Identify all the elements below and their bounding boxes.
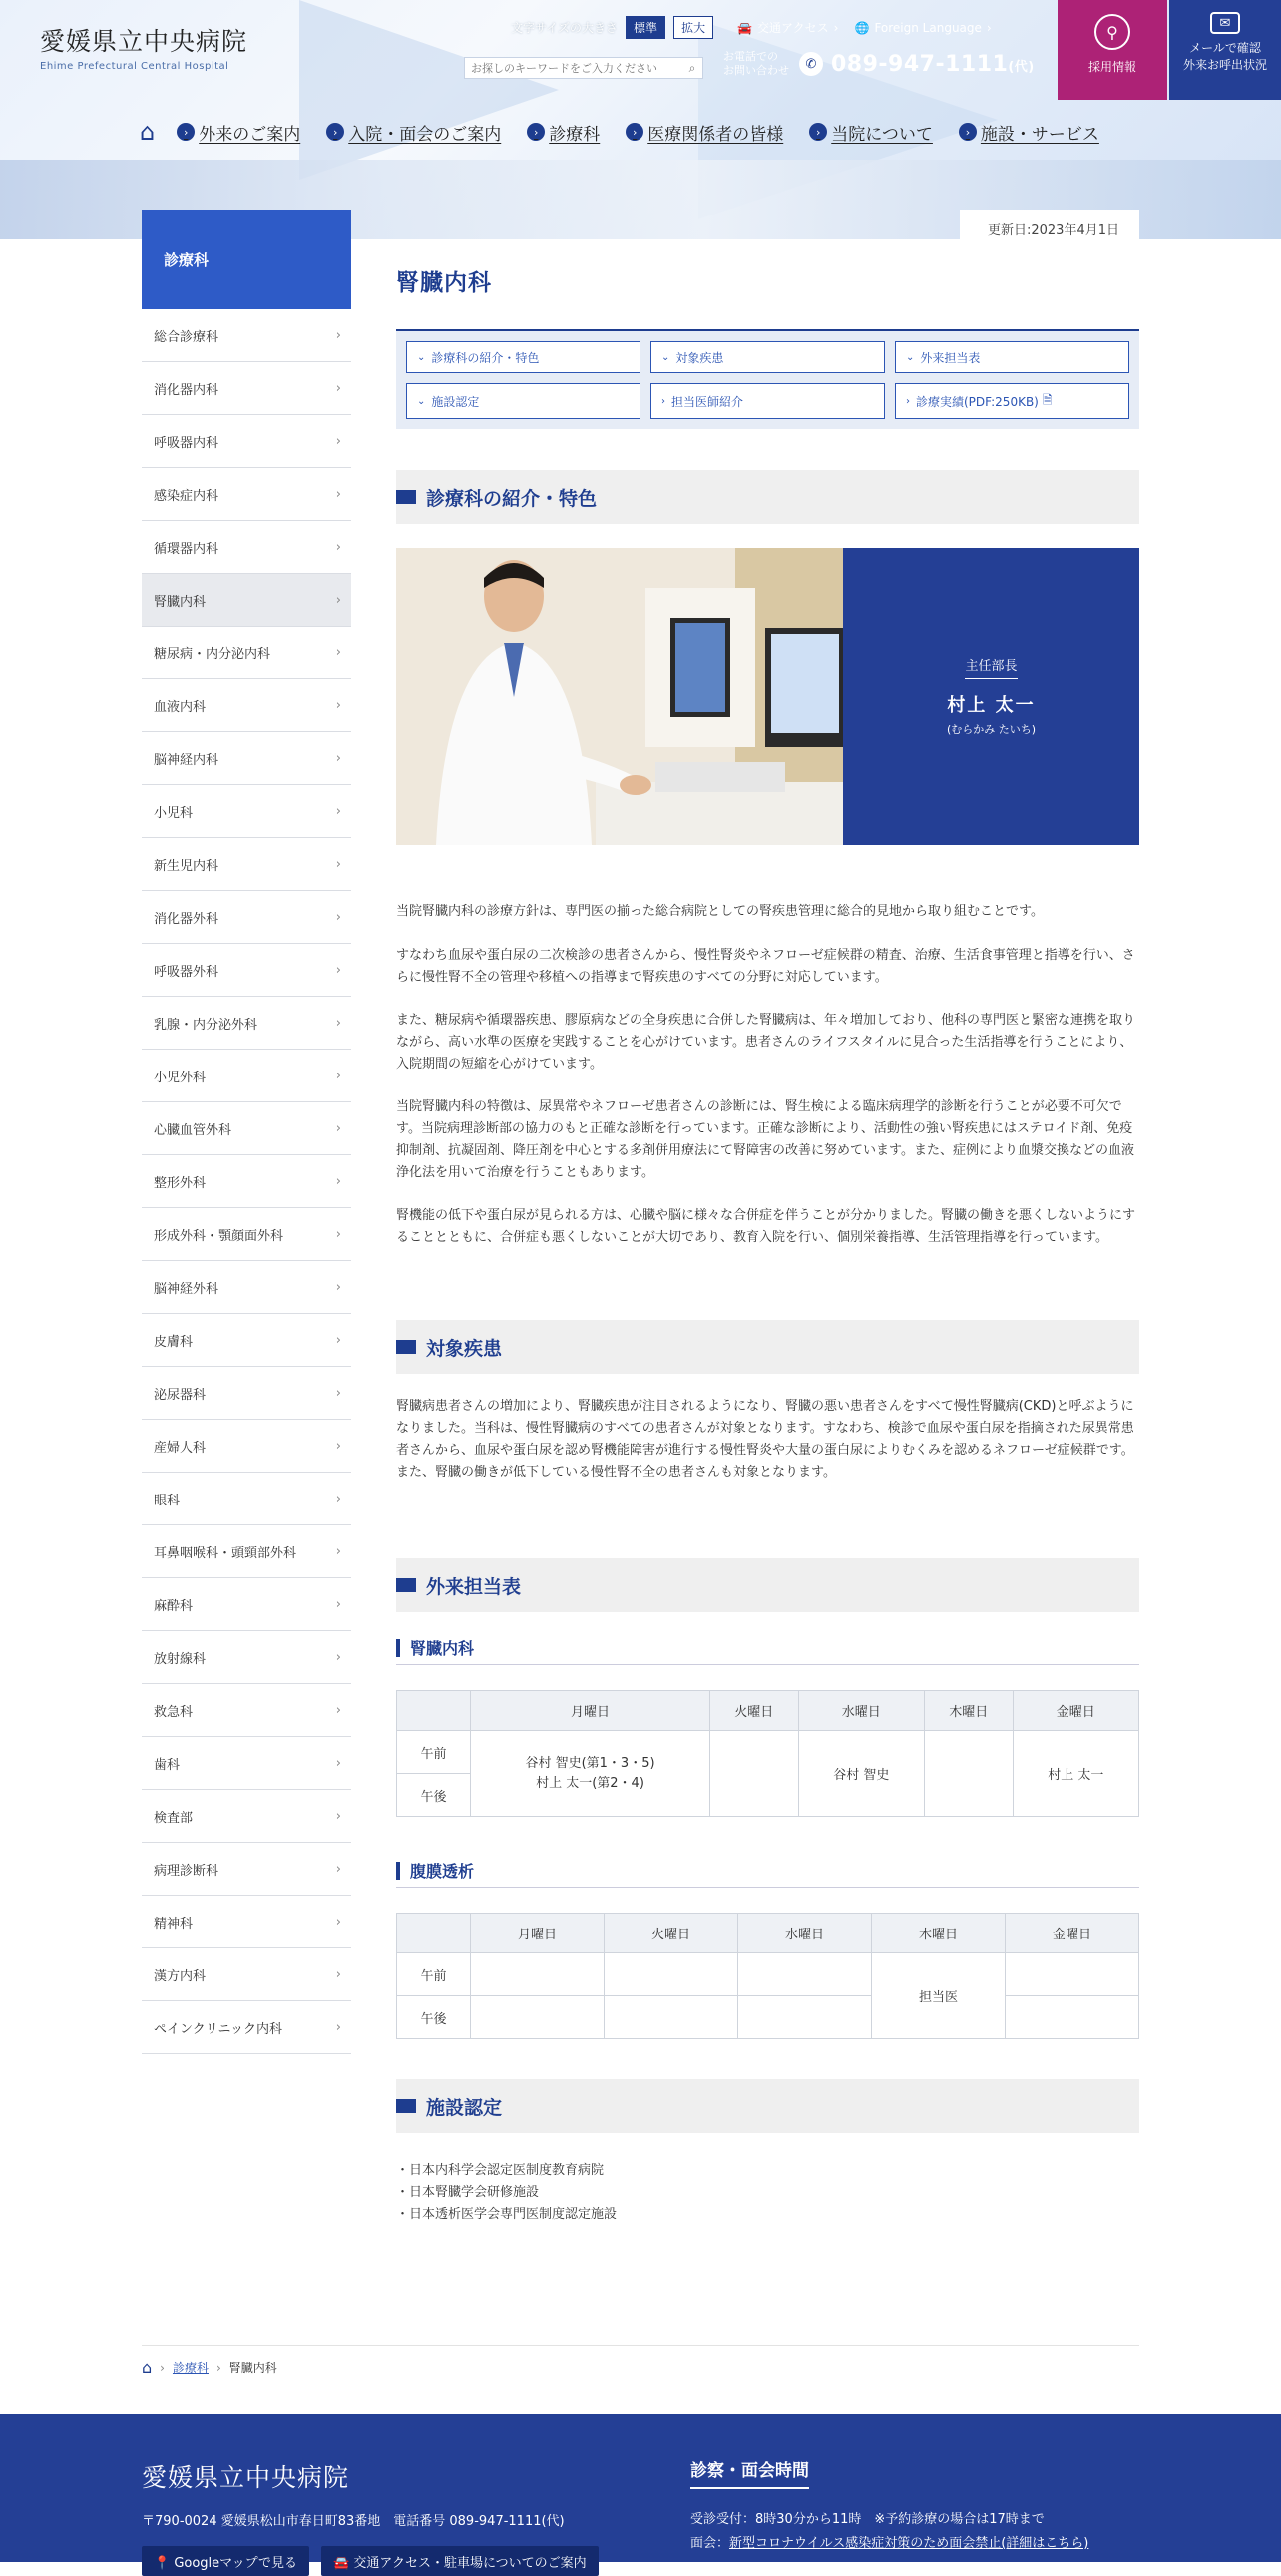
sidebar-item[interactable] [142, 1948, 351, 2001]
chevron-right-icon: › [335, 592, 341, 608]
table-header-wed: 水曜日 [798, 1691, 924, 1731]
visit-prefix: 面会： [690, 2536, 730, 2551]
cell-mon [471, 1731, 710, 1817]
section-heading-schedule [396, 1558, 1139, 1612]
sidebar-item-label: 眼科 [154, 1493, 181, 1508]
cert-text: 日本腎臓学会研修施設 [409, 2185, 540, 2200]
cell-wed [738, 1953, 872, 1996]
chevron-right-icon: › [335, 697, 341, 713]
map-pin-icon: 📍 [154, 2556, 171, 2571]
tel-suffix: (代) [1008, 59, 1035, 75]
map-btn-label: Googleマップで見る [174, 2556, 298, 2571]
google-map-button[interactable] [142, 2546, 309, 2576]
nav-departments[interactable] [527, 120, 600, 145]
list-item: ・日本透析医学会専門医制度認定施設 [396, 2207, 618, 2222]
font-standard-button[interactable]: 標準 [626, 16, 665, 39]
breadcrumb [142, 2359, 277, 2377]
anchor-label: 担当医師紹介 [671, 394, 744, 409]
sidebar-item-label: 心臓血管外科 [154, 1122, 232, 1138]
period-pm: 午後 [397, 1774, 471, 1817]
car-icon: 🚘 [333, 2556, 350, 2571]
chevron-right-icon: › [335, 803, 341, 819]
cell-fri [1006, 1953, 1139, 1996]
nav-label: 入院・面会のご案内 [348, 124, 502, 145]
list-item: ・日本内科学会認定医制度教育病院 [396, 2163, 605, 2178]
sidebar-item-label: 形成外科・顎顔面外科 [154, 1228, 284, 1244]
nav-label: 施設・サービス [980, 124, 1099, 145]
schedule-table-nephrology [396, 1690, 1139, 1817]
diseases-paragraph: 腎臓病患者さんの増加により、腎臓疾患が注目されるようになり、腎臓の悪い患者さんをすべて慢性腎臓病(CKD)と呼ぶようになりました。当科は、慢性腎臓病のすべての患者さんが対象となります。すなわち、検診で血尿や蛋白尿を指摘された尿異常患者さんから、血尿や蛋白尿を認め腎機能障害が進行する慢性腎炎や大量の蛋白尿によりむくみを認めるネフローゼ症候群です。また、腎臓の働きが低下している慢性腎不全の患者さんも対象となります。 [396, 1399, 1134, 1480]
chevron-right-icon: › [335, 433, 341, 449]
nav-outpatient[interactable] [177, 120, 300, 145]
sidebar-item-label: 乳腺・内分泌外科 [154, 1017, 258, 1033]
subheading-bar [396, 1862, 400, 1880]
heading-bar [396, 2099, 416, 2113]
sidebar-item[interactable] [142, 415, 351, 468]
sidebar-item[interactable] [142, 1843, 351, 1896]
nav-medical-staff[interactable] [626, 120, 783, 145]
sidebar-title: 診療科 [142, 210, 351, 309]
section-heading-text: 外来担当表 [426, 1575, 522, 1598]
chevron-right-icon: › [335, 1966, 341, 1982]
period-am: 午前 [397, 1731, 471, 1774]
sidebar-item-label: 糖尿病・内分泌内科 [154, 646, 271, 662]
sidebar-item-label: 泌尿器科 [154, 1387, 207, 1403]
sidebar-item[interactable] [142, 627, 351, 679]
subheading-nephrology [396, 1631, 1139, 1665]
visit-line [690, 2532, 1088, 2551]
section-heading-diseases [396, 1320, 1139, 1374]
chevron-right-icon: › [335, 1438, 341, 1454]
search-box [464, 57, 703, 79]
sidebar-item-label: 漢方内科 [154, 1968, 207, 1984]
chevron-right-icon: › [335, 1332, 341, 1348]
sidebar-item-label: 循環器内科 [154, 541, 219, 557]
cell-fri [1006, 1996, 1139, 2039]
chevron-right-icon: › [335, 1861, 341, 1877]
access-link[interactable] [737, 19, 838, 36]
chevron-right-icon: › [326, 123, 344, 141]
cell-mon [471, 1996, 605, 2039]
anchor-schedule[interactable] [895, 341, 1129, 373]
sidebar-item[interactable] [142, 1208, 351, 1261]
sidebar-item[interactable] [142, 732, 351, 785]
home-icon[interactable]: ⌂ [140, 118, 156, 146]
chevron-right-icon: › [335, 1120, 341, 1136]
logo-jp: 愛媛県立中央病院 [40, 27, 248, 56]
chevron-down-icon: ⌄ [661, 351, 670, 363]
certification-list [396, 2160, 617, 2226]
chevron-right-icon: › [335, 327, 341, 343]
intro-paragraph-5: 腎機能の低下や蛋白尿が見られる方は、心臓や脳に様々な合併症を伴うことが分かりました。腎臓の働きを悪くしないようにすることとともに、合併症も悪くしないことが大切であり、教育入院を行い、個別栄養指導、生活管理指導を行っています。 [396, 1208, 1136, 1245]
table-header-mon: 月曜日 [471, 1914, 605, 1953]
visit-info-link[interactable]: 新型コロナウイルス感染症対策のため面会禁止(詳細はこちら) [729, 2536, 1089, 2551]
schedule-table-dialysis [396, 1913, 1139, 2039]
cell-thu [924, 1731, 1013, 1817]
nav-label: 医療関係者の皆様 [647, 124, 784, 145]
anchor-label: 診療科の紹介・特色 [431, 350, 540, 365]
breadcrumb-parent[interactable]: 診療科 [172, 2361, 209, 2375]
footer-address: 〒790-0024 愛媛県松山市春日町83番地 電話番号 089-947-1111(代) [142, 2514, 565, 2529]
anchor-label: 対象疾患 [675, 350, 724, 365]
sidebar-item-label: 感染症内科 [154, 488, 219, 504]
chevron-right-icon: › [160, 2361, 165, 2375]
period-pm: 午後 [397, 1996, 471, 2039]
sidebar-item[interactable] [142, 309, 351, 362]
mail-label-2: 外来お呼出状況 [1182, 58, 1267, 72]
pdf-icon: 🗎 [1042, 392, 1053, 407]
subheading-text: 腹膜透析 [410, 1862, 475, 1881]
sidebar-item-label: 消化器内科 [154, 382, 219, 398]
chevron-right-icon: › [959, 123, 977, 141]
doctor-photo-illustration [396, 548, 843, 845]
anchor-label: 外来担当表 [920, 350, 981, 365]
sidebar-item[interactable] [142, 574, 351, 627]
sidebar-item[interactable] [142, 1473, 351, 1525]
period-am: 午前 [397, 1953, 471, 1996]
chevron-right-icon: › [335, 1385, 341, 1401]
sidebar-item-label: 総合診療科 [154, 329, 219, 345]
sidebar-item-label: 整形外科 [154, 1175, 207, 1191]
chevron-right-icon: › [335, 1596, 341, 1612]
sidebar-item-label: 脳神経外科 [154, 1281, 219, 1297]
doctor-photo [396, 548, 843, 845]
sidebar-item[interactable] [142, 521, 351, 574]
sidebar-item[interactable] [142, 2001, 351, 2054]
tel-label-2: お問い合わせ [723, 64, 789, 77]
chevron-right-icon: › [626, 123, 643, 141]
anchor-intro[interactable] [406, 341, 640, 373]
doctor-name: 村上 太一 [947, 695, 1036, 716]
heading-bar [396, 1578, 416, 1592]
sidebar-item-label: 精神科 [154, 1916, 194, 1932]
sidebar-item-label: ペインクリニック内科 [154, 2021, 282, 2037]
sidebar-item[interactable] [142, 1790, 351, 1843]
sidebar-item[interactable] [142, 1367, 351, 1420]
table-header-wed: 水曜日 [738, 1914, 872, 1953]
chevron-right-icon: › [215, 2361, 221, 2375]
cell-wed: 谷村 智史 [798, 1731, 924, 1817]
cell-fri: 村上 太一 [1013, 1731, 1138, 1817]
chevron-right-icon: › [335, 962, 341, 978]
divider [142, 2345, 1139, 2346]
chevron-right-icon: › [335, 1755, 341, 1771]
table-header-tue: 火曜日 [710, 1691, 799, 1731]
table-row [397, 1953, 1139, 1996]
subheading-text: 腎臓内科 [410, 1639, 475, 1658]
nav-facilities[interactable] [959, 120, 1099, 145]
heading-bar [396, 490, 416, 504]
sidebar-item-label: 病理診断科 [154, 1863, 219, 1879]
table-row [397, 1996, 1139, 2039]
subheading-bar [396, 1639, 400, 1657]
chevron-right-icon: › [335, 1068, 341, 1083]
sidebar-item-label: 血液内科 [154, 699, 207, 715]
section-heading-certification [396, 2079, 1139, 2133]
chevron-right-icon: › [335, 1015, 341, 1031]
search-icon[interactable]: ⌕ [688, 60, 696, 75]
sidebar-item-label: 小児外科 [154, 1070, 207, 1085]
table-corner [397, 1914, 471, 1953]
access-label: 交通アクセス [757, 21, 829, 35]
cell-tue [605, 1996, 738, 2039]
sidebar-item[interactable] [142, 785, 351, 838]
footer-hospital-name: 愛媛県立中央病院 [142, 2463, 350, 2492]
cell-tue [710, 1731, 799, 1817]
mail-status-button[interactable] [1169, 0, 1281, 100]
sidebar-item-label: 呼吸器外科 [154, 964, 219, 980]
table-header-mon: 月曜日 [471, 1691, 710, 1731]
chevron-right-icon: › [335, 750, 341, 766]
globe-icon: 🌐 [854, 20, 870, 35]
nav-label: 診療科 [549, 124, 601, 145]
sidebar-list [142, 309, 351, 2054]
sidebar-item-label: 耳鼻咽喉科・頭頸部外科 [154, 1545, 297, 1561]
chevron-right-icon: › [335, 644, 341, 660]
chevron-right-icon: › [335, 1702, 341, 1718]
cell-wed [738, 1996, 872, 2039]
recruit-label: 採用情報 [1087, 60, 1136, 74]
chevron-right-icon: › [335, 1491, 341, 1506]
recruit-button[interactable] [1058, 0, 1167, 100]
sidebar-item[interactable] [142, 891, 351, 944]
utility-bar [511, 16, 992, 39]
table-header-fri: 金曜日 [1006, 1914, 1139, 1953]
intro-paragraph-4: 当院腎臓内科の特徴は、尿異常やネフローゼ患者さんの診断には、腎生検による臨床病理学的診断を行うことが必要不可欠です。当院病理診断部の協力のもと正確な診断を行っています。正確な診断により、活動性の強い腎疾患にはステロイド剤、免疫抑制剤、抗凝固剤、降圧剤を中心とする多剤併用療法にて腎障害の改善に努めています。また、症例により血漿交換などの血液浄化法を用いて治療を行うこともあります。 [396, 1099, 1134, 1180]
anchor-doctors[interactable] [650, 383, 885, 419]
sidebar-item[interactable] [142, 1578, 351, 1631]
search-input[interactable] [465, 62, 682, 75]
foreign-language-link[interactable] [854, 21, 991, 35]
chevron-right-icon: › [661, 395, 665, 407]
sidebar-item-label: 放射線科 [154, 1651, 207, 1667]
chevron-right-icon: › [335, 486, 341, 502]
hours-title: 診察・面会時間 [690, 2456, 809, 2489]
chevron-right-icon: › [335, 380, 341, 396]
sidebar-item-label: 皮膚科 [154, 1334, 194, 1350]
section-heading-text: 診療科の紹介・特色 [426, 487, 598, 510]
intro-paragraph-2: すなわち血尿や蛋白尿の二次検診の患者さんから、慢性腎炎やネフローゼ症候群の精査、治療、生活食事管理と指導を行い、さらに慢性腎不全の管理や移植への指導まで腎疾患のすべての分野に対応しています。 [396, 948, 1135, 985]
table-row [397, 1731, 1139, 1774]
chevron-right-icon: › [986, 20, 992, 35]
chevron-right-icon: › [335, 856, 341, 872]
sidebar-item-label: 消化器外科 [154, 911, 219, 927]
doctor-kana: (むらかみ たいち) [946, 723, 1037, 736]
chevron-right-icon: › [809, 123, 827, 141]
sidebar-item[interactable] [142, 1896, 351, 1948]
sidebar-item-label: 歯科 [154, 1757, 181, 1773]
table-header-tue: 火曜日 [605, 1914, 738, 1953]
chevron-right-icon: › [335, 539, 341, 555]
sidebar-item-label: 救急科 [154, 1704, 194, 1720]
table-header-thu: 木曜日 [924, 1691, 1013, 1731]
table-header-thu: 木曜日 [872, 1914, 1006, 1953]
mail-icon: ✉ [1210, 12, 1240, 34]
chevron-right-icon: › [833, 20, 839, 35]
sidebar-item-label: 呼吸器内科 [154, 435, 219, 451]
doctor-entry: 谷村 智史(第1・3・5) [525, 1755, 655, 1771]
chevron-down-icon: ⌄ [417, 395, 426, 407]
subheading-peritoneal-dialysis [396, 1854, 1139, 1888]
chevron-right-icon: › [335, 1808, 341, 1824]
sidebar-item[interactable] [142, 1631, 351, 1684]
sidebar-item[interactable] [142, 1525, 351, 1578]
sidebar-item-label: 検査部 [154, 1810, 194, 1826]
chevron-right-icon: › [335, 2019, 341, 2035]
global-nav [140, 118, 1125, 146]
cell-tue [605, 1953, 738, 1996]
hours-line: 受診受付：8時30分から11時 ※予約診療の場合は17時まで [690, 2512, 1045, 2527]
header [0, 0, 1281, 239]
intro-paragraph-3: また、糖尿病や循環器疾患、膠原病などの全身疾患に合併した腎臓病は、年々増加しており、他科の専門医と緊密な連携を取りながら、高い水準の医療を実践することを心がけています。患者さんのライフスタイルに見合った生活指導を行うことにより、入院期間の短縮を心がけています。 [396, 1013, 1136, 1072]
tel-number[interactable] [831, 52, 1035, 77]
table-header-fri: 金曜日 [1013, 1691, 1138, 1731]
anchor-certification[interactable] [406, 383, 640, 419]
chevron-right-icon: › [335, 909, 341, 925]
sidebar-item[interactable] [142, 1261, 351, 1314]
font-large-button[interactable]: 拡大 [673, 16, 713, 39]
cert-text: 日本透析医学会専門医制度認定施設 [409, 2207, 618, 2222]
heading-bar [396, 1340, 416, 1354]
access-btn-label: 交通アクセス・駐車場についてのご案内 [353, 2556, 587, 2571]
tel-number-text: 089-947-1111 [831, 51, 1009, 77]
sidebar-item[interactable] [142, 944, 351, 997]
sidebar-item[interactable] [142, 362, 351, 415]
person-search-icon: ⚲ [1094, 14, 1130, 50]
chevron-right-icon: › [335, 1649, 341, 1665]
anchor-label: 診療実績(PDF:250KB) [916, 394, 1039, 409]
doctor-entry: 村上 太一(第2・4) [536, 1775, 644, 1791]
list-item: ・日本腎臓学会研修施設 [396, 2185, 540, 2200]
sidebar-item[interactable] [142, 1155, 351, 1208]
chevron-right-icon: › [335, 1914, 341, 1930]
foreign-label: Foreign Language [874, 20, 982, 35]
sidebar-item[interactable] [142, 1737, 351, 1790]
sidebar-item[interactable] [142, 997, 351, 1050]
sidebar-item[interactable] [142, 679, 351, 732]
phone-icon: ✆ [799, 52, 823, 76]
sidebar-item-label: 産婦人科 [154, 1440, 207, 1456]
chevron-right-icon: › [335, 1279, 341, 1295]
cell-mon [471, 1953, 605, 1996]
nav-label: 外来のご案内 [199, 124, 301, 145]
breadcrumb-current: 腎臓内科 [228, 2361, 277, 2375]
chevron-right-icon: › [335, 1543, 341, 1559]
logo-en: Ehime Prefectural Central Hospital [40, 61, 229, 72]
sidebar-item-label: 腎臓内科 [154, 594, 207, 610]
sidebar-item[interactable] [142, 1102, 351, 1155]
cell-thu: 担当医 [872, 1953, 1006, 2039]
sidebar-item-label: 新生児内科 [154, 858, 219, 874]
cert-text: 日本内科学会認定医制度教育病院 [409, 2163, 605, 2178]
sidebar-item[interactable] [142, 1050, 351, 1102]
chevron-right-icon: › [335, 1173, 341, 1189]
nav-inpatient[interactable] [326, 120, 501, 145]
table-corner [397, 1691, 471, 1731]
section-heading-text: 対象疾患 [426, 1337, 503, 1360]
car-icon: 🚘 [737, 20, 753, 35]
sidebar-item[interactable] [142, 838, 351, 891]
sidebar-item[interactable] [142, 1684, 351, 1737]
anchor-diseases[interactable] [650, 341, 885, 373]
mail-label-1: メールで確認 [1189, 41, 1261, 55]
anchor-label: 施設認定 [431, 394, 480, 409]
sidebar-item[interactable] [142, 1420, 351, 1473]
updated-date: 更新日:2023年4月1日 [960, 210, 1139, 239]
anchor-links [396, 329, 1139, 429]
home-icon[interactable]: ⌂ [142, 2359, 153, 2377]
sidebar-item[interactable] [142, 468, 351, 521]
font-size-label: 文字サイズの大きさ [511, 21, 619, 35]
nav-about[interactable] [809, 120, 933, 145]
doctor-role: 主任部長 [965, 655, 1017, 679]
doctor-card [843, 548, 1139, 845]
tel-contact [723, 50, 1035, 78]
intro-paragraph-1: 当院腎臓内科の診療方針は、専門医の揃った総合病院としての腎疾患管理に総合的見地から取り組むことです。 [396, 904, 1044, 919]
chevron-right-icon: › [527, 123, 545, 141]
chevron-right-icon: › [335, 1226, 341, 1242]
chevron-right-icon: › [906, 395, 910, 407]
chevron-down-icon: ⌄ [417, 351, 426, 363]
footer-access-button[interactable] [321, 2546, 599, 2576]
chevron-right-icon: › [177, 123, 195, 141]
sidebar-item-label: 脳神経内科 [154, 752, 219, 768]
site-logo[interactable] [40, 22, 247, 72]
chevron-down-icon: ⌄ [906, 351, 915, 363]
section-heading-intro [396, 470, 1139, 524]
sidebar-item-label: 小児科 [154, 805, 194, 821]
tel-label-1: お電話での [723, 50, 778, 63]
sidebar [142, 210, 351, 2054]
page-title: 腎臓内科 [396, 270, 492, 296]
section-heading-text: 施設認定 [426, 2096, 503, 2119]
sidebar-item[interactable] [142, 1314, 351, 1367]
footer [0, 2414, 1281, 2571]
anchor-results-pdf[interactable] [895, 383, 1129, 419]
nav-label: 当院について [831, 124, 933, 145]
sidebar-item-label: 麻酔科 [154, 1598, 194, 1614]
